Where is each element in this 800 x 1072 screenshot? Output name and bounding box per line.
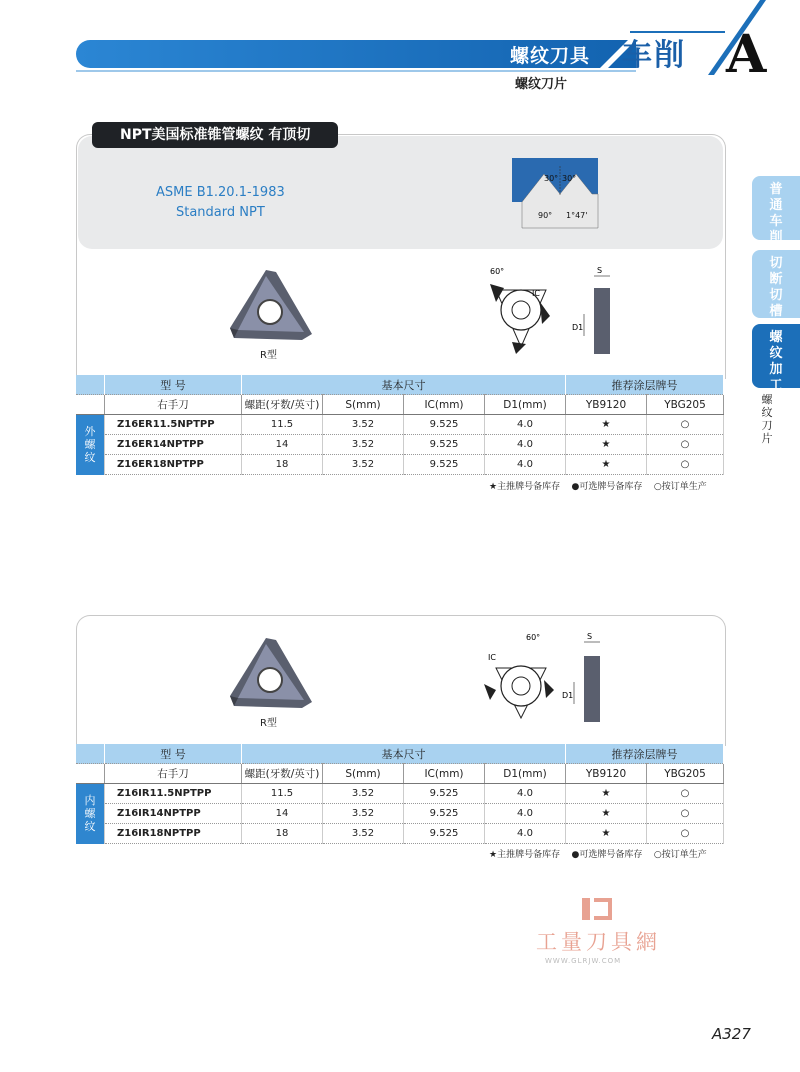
- section2-panel: [76, 615, 726, 746]
- col-pitch: 螺距(牙数/英寸): [242, 764, 323, 784]
- header-category: 车削: [622, 38, 686, 73]
- table-cell: 4.0: [485, 804, 566, 824]
- thread-profile-diagram: [508, 156, 603, 236]
- side-tab-general-turning[interactable]: [752, 176, 800, 245]
- table-cell-model: Z16IR11.5NPTPP: [105, 784, 242, 804]
- legend-optional: ●可选牌号备库存: [571, 482, 643, 492]
- table-cell: 9.525: [404, 435, 485, 455]
- table-cell: 3.52: [323, 784, 404, 804]
- watermark-text: 工量刀具網: [536, 930, 661, 954]
- col-ic: IC(mm): [404, 764, 485, 784]
- col-s: S(mm): [323, 395, 404, 415]
- header-underline: [76, 70, 636, 72]
- table-cell-model: Z16IR14NPTPP: [105, 804, 242, 824]
- table-cell: ★: [566, 804, 647, 824]
- table-cell: 3.52: [323, 804, 404, 824]
- header-model: 型 号: [105, 375, 242, 395]
- side-tab-threading[interactable]: [752, 324, 800, 393]
- col-pitch: 螺距(牙数/英寸): [242, 395, 323, 415]
- table-cell: 18: [242, 455, 323, 475]
- legend-stocked: ★主推牌号备库存: [489, 850, 561, 860]
- col-s: S(mm): [323, 764, 404, 784]
- insert-photo-internal: [226, 636, 316, 712]
- col-ybg205: YBG205: [647, 764, 724, 784]
- table-cell: 4.0: [485, 435, 566, 455]
- col-yb9120: YB9120: [566, 764, 647, 784]
- profile-angle-90: 90°: [538, 211, 553, 220]
- table-corner: [76, 764, 105, 784]
- table-cell-model: Z16ER18NPTPP: [105, 455, 242, 475]
- drawing-s-label: S: [597, 266, 603, 275]
- standard-line-1: ASME B1.20.1-1983: [156, 185, 285, 200]
- standard-label: [156, 183, 285, 223]
- side-tab-label: 切断切槽: [769, 256, 783, 319]
- table-cell: 11.5: [242, 415, 323, 435]
- watermark-logo-icon: [580, 896, 620, 924]
- table-cell: 3.52: [323, 435, 404, 455]
- drawing-ic-label: IC: [532, 289, 540, 298]
- drawing-s-label-2: S: [587, 632, 593, 641]
- insert-drawing-external: [476, 262, 626, 362]
- table-cell: ★: [566, 435, 647, 455]
- thread-side-label-2: 内螺纹: [76, 784, 105, 844]
- thread-side-label: 外螺纹: [76, 415, 105, 475]
- header-dimensions: 基本尺寸: [242, 375, 566, 395]
- table-cell-model: Z16ER11.5NPTPP: [105, 415, 242, 435]
- legend-optional: ●可选牌号备库存: [571, 850, 643, 860]
- table-cell: 4.0: [485, 784, 566, 804]
- col-ybg205: YBG205: [647, 395, 724, 415]
- table-cell-model: Z16ER14NPTPP: [105, 435, 242, 455]
- profile-taper-angle: 1°47': [566, 211, 588, 220]
- col-yb9120: YB9120: [566, 395, 647, 415]
- table-cell: 11.5: [242, 784, 323, 804]
- legend-stocked: ★主推牌号备库存: [489, 482, 561, 492]
- header-title: 螺纹刀具: [509, 45, 590, 67]
- col-right-hand: 右手刀: [105, 764, 242, 784]
- standard-line-2: Standard NPT: [175, 205, 265, 220]
- table-cell: 4.0: [485, 455, 566, 475]
- table-cell: ★: [566, 415, 647, 435]
- table-cell: 18: [242, 824, 323, 844]
- header-dimensions: 基本尺寸: [242, 744, 566, 764]
- table-cell: ○: [647, 784, 724, 804]
- table-cell: ★: [566, 784, 647, 804]
- table-cell: 3.52: [323, 824, 404, 844]
- legend-1: [489, 479, 707, 492]
- table-cell: 3.52: [323, 455, 404, 475]
- profile-angle-left: 30°: [544, 174, 559, 183]
- section-letter: A: [726, 24, 767, 85]
- table-cell: 3.52: [323, 415, 404, 435]
- col-d1: D1(mm): [485, 764, 566, 784]
- profile-angle-right: 30°: [562, 174, 577, 183]
- insert-photo-external: [226, 268, 316, 344]
- spec-table-external: [76, 375, 724, 475]
- table-cell: 14: [242, 804, 323, 824]
- legend-to-order: ○按订单生产: [653, 482, 707, 492]
- section1-title: NPT美国标准锥管螺纹 有顶切: [92, 122, 338, 148]
- table-cell: 4.0: [485, 415, 566, 435]
- insert-type-label-2: R型: [260, 718, 277, 729]
- table-cell: 4.0: [485, 824, 566, 844]
- legend-to-order: ○按订单生产: [653, 850, 707, 860]
- insert-type-label: R型: [260, 350, 277, 361]
- spec-table-internal: [76, 744, 724, 844]
- legend-2: [489, 847, 707, 860]
- table-cell: ○: [647, 435, 724, 455]
- header-grades: 推荐涂层牌号: [566, 375, 724, 395]
- drawing-angle-label: 60°: [490, 267, 505, 276]
- table-cell: 9.525: [404, 415, 485, 435]
- drawing-angle-label-2: 60°: [526, 633, 541, 642]
- table-cell: ★: [566, 455, 647, 475]
- table-cell: ★: [566, 824, 647, 844]
- side-tab-label: 普通车削: [769, 182, 783, 245]
- col-d1: D1(mm): [485, 395, 566, 415]
- table-cell: ○: [647, 824, 724, 844]
- watermark-url: WWW.GLRJW.COM: [545, 957, 622, 965]
- table-cell-model: Z16IR18NPTPP: [105, 824, 242, 844]
- side-tab-parting-grooving[interactable]: [752, 250, 800, 318]
- table-cell: 9.525: [404, 804, 485, 824]
- table-cell: 14: [242, 435, 323, 455]
- table-cell: 9.525: [404, 455, 485, 475]
- table-cell: ○: [647, 804, 724, 824]
- drawing-d1-label-2: D1: [562, 691, 574, 700]
- table-corner: [76, 375, 105, 395]
- drawing-d1-label: D1: [572, 323, 584, 332]
- table-cell: 9.525: [404, 784, 485, 804]
- table-cell: ○: [647, 455, 724, 475]
- side-tab-label: 螺纹加工: [769, 330, 783, 393]
- table-corner: [76, 395, 105, 415]
- table-cell: ○: [647, 415, 724, 435]
- drawing-ic-label-2: IC: [488, 653, 496, 662]
- header-grades: 推荐涂层牌号: [566, 744, 724, 764]
- table-corner: [76, 744, 105, 764]
- header-subtitle: 螺纹刀片: [515, 77, 568, 92]
- page-number: A327: [712, 1025, 751, 1043]
- col-right-hand: 右手刀: [105, 395, 242, 415]
- header-model: 型 号: [105, 744, 242, 764]
- insert-drawing-internal: [476, 628, 626, 728]
- col-ic: IC(mm): [404, 395, 485, 415]
- side-sub-label: 螺纹刀片: [761, 393, 773, 445]
- table-cell: 9.525: [404, 824, 485, 844]
